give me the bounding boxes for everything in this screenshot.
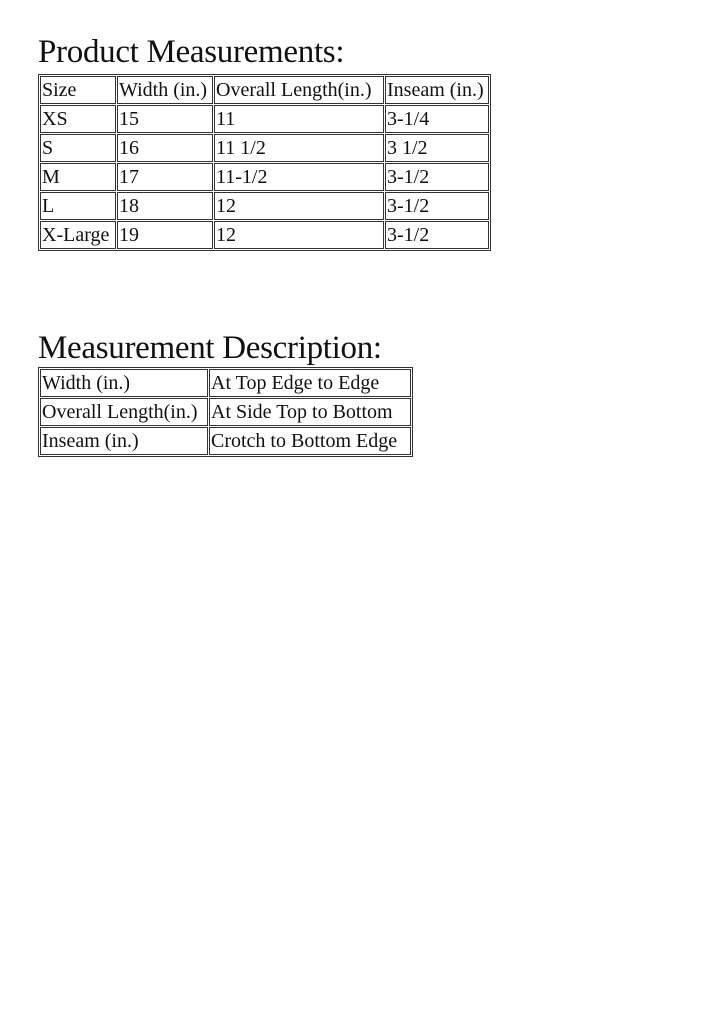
header-overall-length: Overall Length(in.) <box>214 76 384 104</box>
header-inseam: Inseam (in.) <box>385 76 489 104</box>
cell-size: XS <box>40 105 116 133</box>
cell-width: 16 <box>117 134 213 162</box>
cell-overall-length: 12 <box>214 192 384 220</box>
table-row <box>40 163 489 191</box>
product-measurements-title: Product Measurements: <box>38 34 345 70</box>
table-row <box>40 192 489 220</box>
cell-inseam: 3-1/2 <box>385 221 489 249</box>
cell-measurement: Width (in.) <box>40 369 208 397</box>
cell-size: L <box>40 192 116 220</box>
table-row <box>40 221 489 249</box>
cell-size: X-Large <box>40 221 116 249</box>
cell-overall-length: 11 <box>214 105 384 133</box>
cell-measurement: Inseam (in.) <box>40 427 208 455</box>
cell-size: S <box>40 134 116 162</box>
measurement-description-table <box>38 367 413 457</box>
header-width: Width (in.) <box>117 76 213 104</box>
cell-width: 19 <box>117 221 213 249</box>
cell-inseam: 3-1/2 <box>385 163 489 191</box>
cell-description: At Top Edge to Edge <box>209 369 411 397</box>
measurement-description-title: Measurement Description: <box>38 330 382 366</box>
cell-inseam: 3-1/2 <box>385 192 489 220</box>
header-size: Size <box>40 76 116 104</box>
cell-measurement: Overall Length(in.) <box>40 398 208 426</box>
cell-description: Crotch to Bottom Edge <box>209 427 411 455</box>
cell-size: M <box>40 163 116 191</box>
cell-width: 15 <box>117 105 213 133</box>
cell-inseam: 3-1/4 <box>385 105 489 133</box>
cell-overall-length: 12 <box>214 221 384 249</box>
table-row <box>40 369 411 397</box>
cell-width: 18 <box>117 192 213 220</box>
cell-description: At Side Top to Bottom <box>209 398 411 426</box>
table-header-row <box>40 76 489 104</box>
cell-inseam: 3 1/2 <box>385 134 489 162</box>
cell-overall-length: 11-1/2 <box>214 163 384 191</box>
product-measurements-table <box>38 74 491 251</box>
table-row <box>40 398 411 426</box>
table-row <box>40 134 489 162</box>
cell-overall-length: 11 1/2 <box>214 134 384 162</box>
table-row <box>40 427 411 455</box>
table-row <box>40 105 489 133</box>
cell-width: 17 <box>117 163 213 191</box>
